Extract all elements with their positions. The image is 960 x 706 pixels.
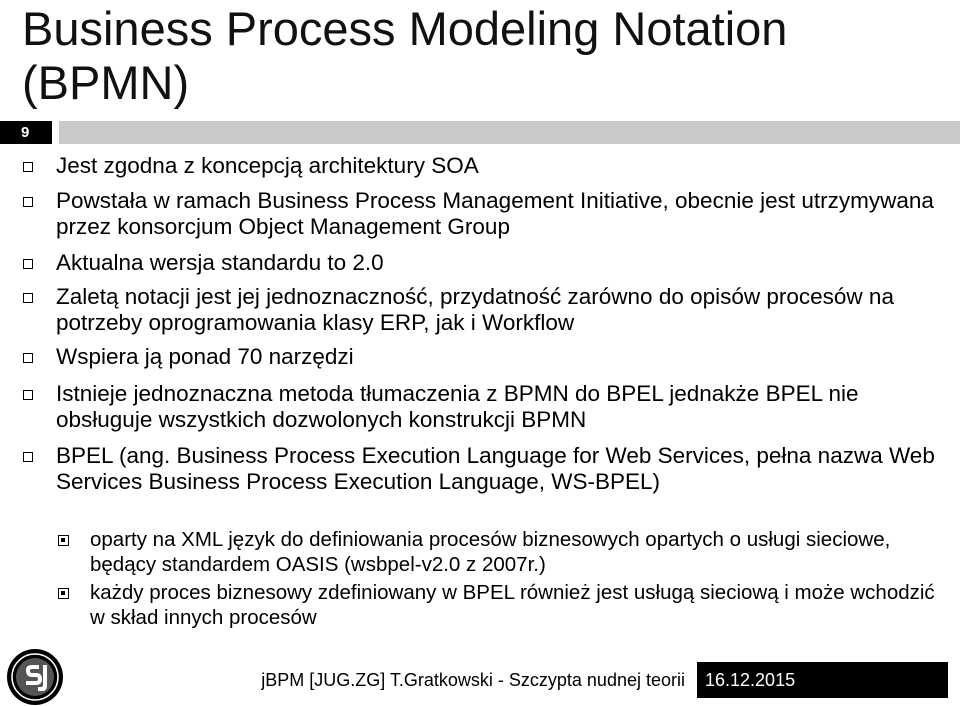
slide-title: Business Process Modeling Notation (BPMN) xyxy=(22,2,788,109)
bullet-text: Wspiera ją ponad 70 narzędzi xyxy=(56,344,354,369)
sub-bullet-icon xyxy=(58,588,69,599)
list-item xyxy=(56,443,946,495)
square-bullet-icon xyxy=(23,259,33,269)
list-item xyxy=(56,284,946,336)
list-item xyxy=(56,381,946,433)
list-item xyxy=(90,580,940,630)
square-bullet-icon xyxy=(23,452,33,462)
list-item xyxy=(56,344,946,370)
bullet-text: Aktualna wersja standardu to 2.0 xyxy=(56,250,384,275)
sub-bullet-icon xyxy=(58,535,69,546)
bullet-text: Powstała w ramach Business Process Management Initiative, obecnie jest utrzymywana przez konsorcjum Object Management Group xyxy=(56,188,934,239)
list-item xyxy=(56,250,946,276)
square-bullet-icon xyxy=(23,293,33,303)
square-bullet-icon xyxy=(23,353,33,363)
bullet-text: Istnieje jednoznaczna metoda tłumaczenia z BPMN do BPEL jednakże BPEL nie obsługuje wszystkich dozwolonych konstrukcji BPMN xyxy=(56,381,859,432)
sj-logo-icon xyxy=(6,648,64,706)
slide-number: 9 xyxy=(0,121,52,144)
square-bullet-icon xyxy=(23,390,33,400)
sub-bullet-text: każdy proces biznesowy zdefiniowany w BPEL również jest usługą sieciową i może wchodzić w skład innych procesów xyxy=(90,581,935,629)
bullet-text: BPEL (ang. Business Process Execution Language for Web Services, pełna nazwa Web Services Business Process Execution Language, WS-BPEL) xyxy=(56,443,935,494)
list-item xyxy=(56,153,946,179)
square-bullet-icon xyxy=(23,197,33,207)
square-bullet-icon xyxy=(23,162,33,172)
list-item xyxy=(56,188,946,240)
footer-date: 16.12.2015 xyxy=(697,662,948,698)
title-underline-bar xyxy=(59,121,960,144)
footer-text: jBPM [JUG.ZG] T.Gratkowski - Szczypta nudnej teorii xyxy=(230,662,695,698)
list-item xyxy=(90,527,940,577)
sub-bullet-text: oparty na XML język do definiowania procesów biznesowych opartych o usługi sieciowe, będący standardem OASIS (wsbpel-v2.0 z 2007r.) xyxy=(90,528,891,576)
bullet-text: Zaletą notacji jest jej jednoznaczność, przydatność zarówno do opisów procesów na potrzeby oprogramowania klasy ERP, jak i Workflow xyxy=(56,284,894,335)
bullet-text: Jest zgodna z koncepcją architektury SOA xyxy=(56,153,479,178)
